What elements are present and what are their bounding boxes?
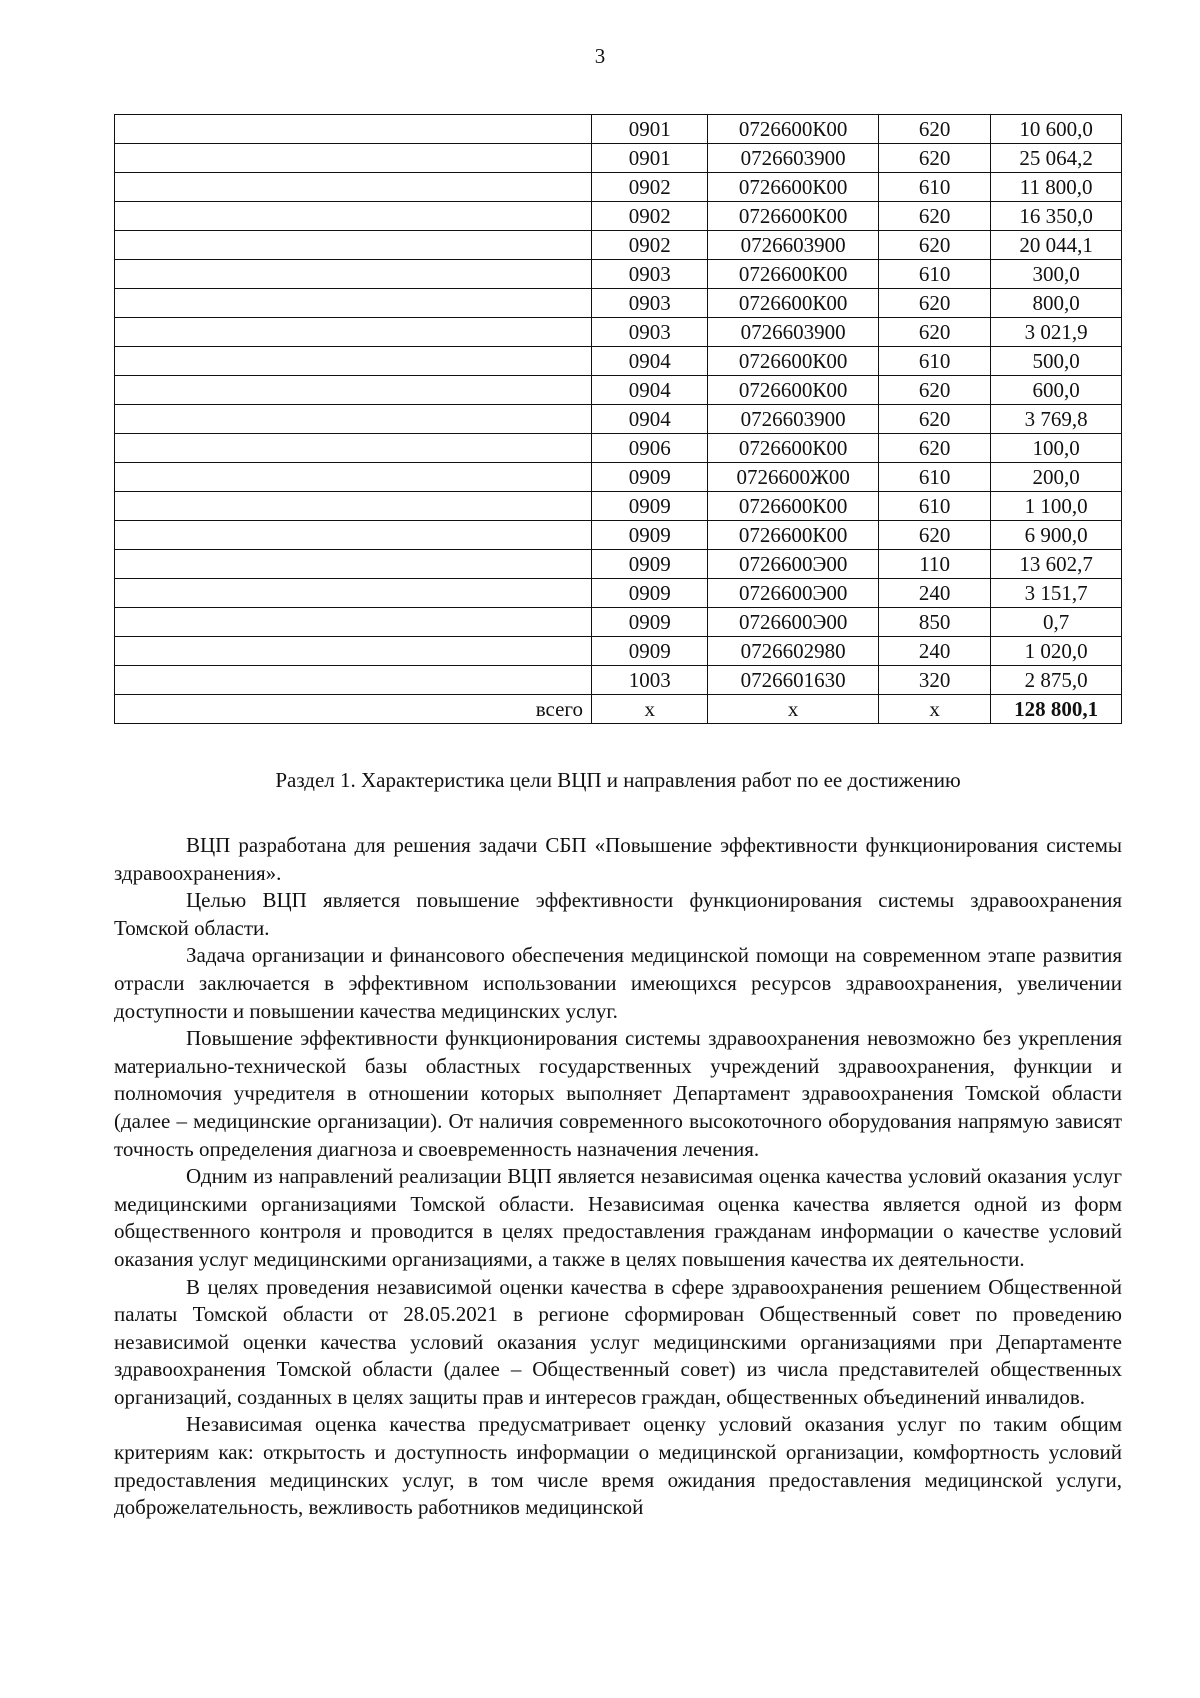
amount-cell: 20 044,1	[991, 231, 1122, 260]
name-cell	[115, 521, 592, 550]
expense-type-cell: 110	[878, 550, 990, 579]
target-article-cell: 0726600К00	[708, 202, 879, 231]
expense-type-cell: 620	[878, 434, 990, 463]
table-row	[115, 115, 1122, 144]
amount-cell: 0,7	[991, 608, 1122, 637]
target-article-cell: 0726600Э00	[708, 608, 879, 637]
target-article-cell: 0726600Ж00	[708, 463, 879, 492]
section-code-cell: 0904	[591, 376, 707, 405]
amount-cell: 3 769,8	[991, 405, 1122, 434]
paragraph: Целью ВЦП является повышение эффективности функционирования системы здравоохранения Томской области.	[114, 888, 1122, 940]
table-row	[115, 405, 1122, 434]
expense-type-cell: 620	[878, 202, 990, 231]
section-code-cell: 0909	[591, 521, 707, 550]
name-cell	[115, 318, 592, 347]
amount-cell: 10 600,0	[991, 115, 1122, 144]
name-cell	[115, 347, 592, 376]
paragraph: Независимая оценка качества предусматривает оценку условий оказания услуг по таким общим критериям как: открытость и доступность информации о медицинской организации, комфортность условий предоставления медицинских услуг, в том числе время ожидания предоставления медицинской услуги, доброжелательность, вежливость работников медицинской	[114, 1412, 1122, 1520]
table-row	[115, 289, 1122, 318]
total-csr-cell: х	[708, 695, 879, 724]
section-code-cell: 0909	[591, 579, 707, 608]
table-row	[115, 231, 1122, 260]
expense-type-cell: 620	[878, 405, 990, 434]
table-row	[115, 550, 1122, 579]
amount-cell: 100,0	[991, 434, 1122, 463]
target-article-cell: 0726600К00	[708, 347, 879, 376]
table-row	[115, 492, 1122, 521]
target-article-cell: 0726600К00	[708, 173, 879, 202]
target-article-cell: 0726600К00	[708, 376, 879, 405]
table-row	[115, 521, 1122, 550]
amount-cell: 500,0	[991, 347, 1122, 376]
budget-table	[114, 114, 1122, 724]
amount-cell: 1 020,0	[991, 637, 1122, 666]
expense-type-cell: 610	[878, 463, 990, 492]
section-code-cell: 0909	[591, 608, 707, 637]
amount-cell: 25 064,2	[991, 144, 1122, 173]
paragraph: Повышение эффективности функционирования системы здравоохранения невозможно без укрепления материально-технической базы областных государственных учреждений здравоохранения, функции и полномочия учредителя в отношении которых выполняет Департамент здравоохранения Томской области (далее – медицинские организации). От наличия современного высокоточного оборудования напрямую зависят точность определения диагноза и своевременность назначения лечения.	[114, 1026, 1122, 1161]
name-cell	[115, 231, 592, 260]
amount-cell: 200,0	[991, 463, 1122, 492]
section-code-cell: 0902	[591, 173, 707, 202]
section-code-cell: 0909	[591, 550, 707, 579]
name-cell	[115, 434, 592, 463]
amount-cell: 6 900,0	[991, 521, 1122, 550]
amount-cell: 16 350,0	[991, 202, 1122, 231]
paragraph: Задача организации и финансового обеспечения медицинской помощи на современном этапе развития отрасли заключается в эффективном использовании имеющихся ресурсов здравоохранения, увеличении доступности и повышении качества медицинских услуг.	[114, 943, 1122, 1023]
expense-type-cell: 620	[878, 115, 990, 144]
target-article-cell: 0726600К00	[708, 492, 879, 521]
name-cell	[115, 637, 592, 666]
total-label-cell: всего	[115, 695, 592, 724]
expense-type-cell: 610	[878, 173, 990, 202]
amount-cell: 600,0	[991, 376, 1122, 405]
name-cell	[115, 144, 592, 173]
section-code-cell: 0909	[591, 492, 707, 521]
name-cell	[115, 666, 592, 695]
target-article-cell: 0726600К00	[708, 115, 879, 144]
target-article-cell: 0726600К00	[708, 434, 879, 463]
name-cell	[115, 405, 592, 434]
section-code-cell: 0904	[591, 405, 707, 434]
name-cell	[115, 115, 592, 144]
section-code-cell: 0903	[591, 260, 707, 289]
table-total-row	[115, 695, 1122, 724]
page-number: 3	[594, 44, 606, 68]
total-amount-cell: 128 800,1	[991, 695, 1122, 724]
target-article-cell: 0726602980	[708, 637, 879, 666]
expense-type-cell: 240	[878, 637, 990, 666]
amount-cell: 11 800,0	[991, 173, 1122, 202]
expense-type-cell: 620	[878, 376, 990, 405]
section-code-cell: 1003	[591, 666, 707, 695]
amount-cell: 300,0	[991, 260, 1122, 289]
expense-type-cell: 610	[878, 492, 990, 521]
paragraph: ВЦП разработана для решения задачи СБП «Повышение эффективности функционирования системы здравоохранения».	[114, 833, 1122, 885]
amount-cell: 800,0	[991, 289, 1122, 318]
table-row	[115, 173, 1122, 202]
name-cell	[115, 202, 592, 231]
section-code-cell: 0903	[591, 289, 707, 318]
name-cell	[115, 173, 592, 202]
amount-cell: 13 602,7	[991, 550, 1122, 579]
expense-type-cell: 620	[878, 289, 990, 318]
target-article-cell: 0726603900	[708, 318, 879, 347]
section-code-cell: 0901	[591, 115, 707, 144]
section-code-cell: 0904	[591, 347, 707, 376]
amount-cell: 3 021,9	[991, 318, 1122, 347]
name-cell	[115, 376, 592, 405]
target-article-cell: 0726603900	[708, 405, 879, 434]
amount-cell: 2 875,0	[991, 666, 1122, 695]
table-row	[115, 318, 1122, 347]
section-code-cell: 0909	[591, 463, 707, 492]
paragraph: Одним из направлений реализации ВЦП является независимая оценка качества условий оказания услуг медицинскими организациями Томской области. Независимая оценка качества является одной из форм общественного контроля и проводится в целях предоставления гражданам информации о качестве условий оказания услуг медицинскими организациями, а также в целях повышения качества их деятельности.	[114, 1164, 1122, 1271]
expense-type-cell: 320	[878, 666, 990, 695]
expense-type-cell: 620	[878, 144, 990, 173]
table-row	[115, 144, 1122, 173]
expense-type-cell: 620	[878, 521, 990, 550]
amount-cell: 1 100,0	[991, 492, 1122, 521]
table-row	[115, 260, 1122, 289]
table-row	[115, 376, 1122, 405]
expense-type-cell: 610	[878, 347, 990, 376]
section-heading: Раздел 1. Характеристика цели ВЦП и направления работ по ее достижению	[275, 768, 961, 792]
budget-table-body	[115, 115, 1122, 724]
target-article-cell: 0726603900	[708, 144, 879, 173]
target-article-cell: 0726600Э00	[708, 550, 879, 579]
section-code-cell: 0903	[591, 318, 707, 347]
total-vr-cell: х	[878, 695, 990, 724]
name-cell	[115, 260, 592, 289]
section-code-cell: 0902	[591, 202, 707, 231]
target-article-cell: 0726600Э00	[708, 579, 879, 608]
section-code-cell: 0906	[591, 434, 707, 463]
table-row	[115, 202, 1122, 231]
expense-type-cell: 620	[878, 231, 990, 260]
expense-type-cell: 240	[878, 579, 990, 608]
table-row	[115, 666, 1122, 695]
expense-type-cell: 850	[878, 608, 990, 637]
target-article-cell: 0726603900	[708, 231, 879, 260]
total-section-cell: х	[591, 695, 707, 724]
amount-cell: 3 151,7	[991, 579, 1122, 608]
table-row	[115, 434, 1122, 463]
table-row	[115, 608, 1122, 637]
target-article-cell: 0726600К00	[708, 289, 879, 318]
table-row	[115, 637, 1122, 666]
name-cell	[115, 608, 592, 637]
name-cell	[115, 289, 592, 318]
name-cell	[115, 550, 592, 579]
target-article-cell: 0726600К00	[708, 260, 879, 289]
name-cell	[115, 579, 592, 608]
expense-type-cell: 610	[878, 260, 990, 289]
table-row	[115, 347, 1122, 376]
expense-type-cell: 620	[878, 318, 990, 347]
name-cell	[115, 463, 592, 492]
section-code-cell: 0909	[591, 637, 707, 666]
name-cell	[115, 492, 592, 521]
section-code-cell: 0901	[591, 144, 707, 173]
body-text	[114, 832, 1122, 1522]
target-article-cell: 0726601630	[708, 666, 879, 695]
table-row	[115, 463, 1122, 492]
table-row	[115, 579, 1122, 608]
target-article-cell: 0726600К00	[708, 521, 879, 550]
paragraph: В целях проведения независимой оценки качества в сфере здравоохранения решением Общественной палаты Томской области от 28.05.2021 в регионе сформирован Общественный совет по проведению независимой оценки качества условий оказания услуг медицинскими организациями при Департаменте здравоохранения Томской области (далее – Общественный совет) из числа представителей общественных организаций, созданных в целях защиты прав и интересов граждан, общественных объединений инвалидов.	[114, 1274, 1122, 1409]
section-code-cell: 0902	[591, 231, 707, 260]
